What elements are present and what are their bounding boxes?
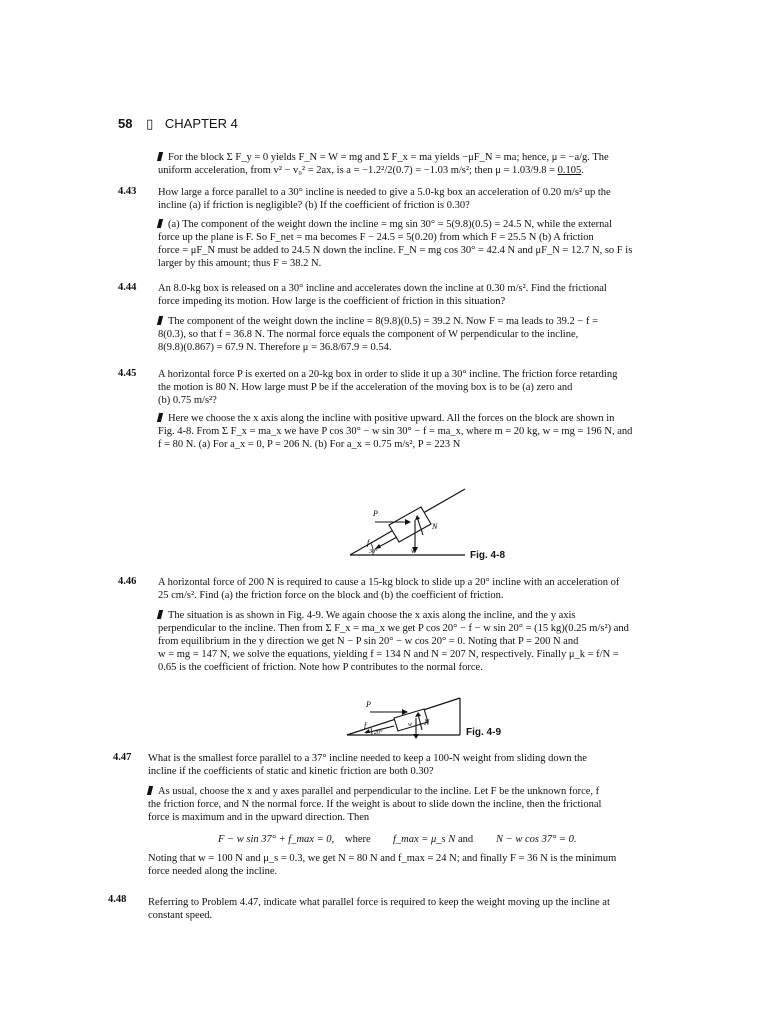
page-header bbox=[118, 116, 238, 132]
figure-4-8-diagram bbox=[345, 485, 470, 560]
angle-label: 20° bbox=[374, 730, 383, 736]
problem-solution: The component of the weight down the incline = 8(9.8)(0.5) = 39.2 N. Now F = ma leads to 39.2 − f = 8(0.3), so that f = 36.8 N. The normal force equals the component of W perpendicular to the incline, 8(9.8)(0.867) = 67.9 N. Therefore μ = 36.8/67.9 = 0.54. bbox=[158, 316, 598, 353]
problem-number: 4.43 bbox=[118, 186, 137, 197]
solution-marker-icon bbox=[147, 786, 153, 795]
solution-line: uniform acceleration, from v² − v₀² = 2ax, is a = −1.2²/2(0.7) = −1.03 m/s²; then μ = 1.03/9.8 = 0.105. bbox=[158, 165, 584, 176]
figure-caption: Fig. 4-9 bbox=[466, 727, 502, 738]
force-label-n: N bbox=[424, 718, 430, 727]
equation-part: f_max = μ_s N bbox=[393, 834, 456, 845]
problem-number: 4.45 bbox=[118, 368, 137, 379]
solution-marker-icon bbox=[157, 413, 163, 422]
force-label-n: N bbox=[432, 522, 438, 531]
problem-number: 4.44 bbox=[118, 282, 137, 293]
equation-part: N − w cos 37° = 0. bbox=[496, 834, 577, 845]
problem-question: Referring to Problem 4.47, indicate what parallel force is required to keep the weight moving up the incline at constant speed. bbox=[148, 897, 610, 921]
solution-marker-icon bbox=[157, 152, 163, 161]
problem-question: An 8.0-kg box is released on a 30° incline and accelerates down the incline at 0.30 m/s². Find the frictional force impeding its motion. How large is the coefficient of friction in this situation? bbox=[158, 283, 607, 307]
force-label-w: w bbox=[411, 547, 416, 555]
figure-caption: Fig. 4-8 bbox=[470, 550, 506, 561]
problem-question: A horizontal force of 200 N is required to cause a 15-kg block to slide up a 20° incline with an acceleration of 25 cm/s². Find (a) the friction force on the block and (b) the coefficient of friction. bbox=[158, 577, 620, 601]
angle-label: 30° bbox=[369, 549, 378, 555]
page-number: 58 bbox=[118, 116, 133, 131]
problem-question: A horizontal force P is exerted on a 20-kg box in order to slide it up a 30° incline. The friction force retarding the motion is 80 N. How large must P be if the acceleration of the moving box is to be (a) zero and (b) 0.75 m/s²? bbox=[158, 369, 618, 406]
problem-number: 4.46 bbox=[118, 576, 137, 587]
intro-solution bbox=[158, 151, 638, 177]
problem-solution: As usual, choose the x and y axes parallel and perpendicular to the incline. Let F be the unknown force, f the friction force, and N the normal force. If the weight is about to slide down the incline, then the frictional force is maximum and in the upward direction. Then bbox=[148, 786, 602, 823]
force-label-f: f bbox=[367, 538, 370, 547]
solution-marker-icon bbox=[157, 610, 163, 619]
problem-solution: (a) The component of the weight down the incline = mg sin 30° = 5(9.8)(0.5) = 24.5 N, while the external force up the plane is F. So F_net = ma becomes F − 24.5 = 5(0.20) from which F = 25.5 N (b) A friction force = μF_N must be added to 24.5 N down the incline. F_N = mg cos 30° = 42.4 N and μF_N = 12.7 N, so F is larger by this amount; thus F = 38.2 N. bbox=[158, 219, 633, 269]
problem-number: 4.47 bbox=[113, 752, 132, 763]
problem-solution: Here we choose the x axis along the incline with positive upward. All the forces on the block are shown in Fig. 4-8. From Σ F_x = ma_x we have P cos 30° − w sin 30° − f = ma_x, where m = 20 kg, w = mg = 196 N, and f = 80 N. (a) For a_x = 0, P = 206 N. (b) For a_x = 0.75 m/s², P = 223 N bbox=[158, 413, 633, 450]
solution-line: For the block Σ F_y = 0 yields F_N = W = mg and Σ F_x = ma yields −μF_N = ma; hence, μ = −a/g. The bbox=[158, 151, 638, 164]
problem-solution: The situation is as shown in Fig. 4-9. We again choose the x axis along the incline, and the y axis perpendicular to the incline. Then from Σ F_x = ma_x we get P cos 20° − f − w sin 20° = (15 kg)(0.25 m/s²) and from equilibrium in the y direction we get N − P sin 20° − w cos 20° = 0. Noting that P = 200 N and w = mg = 147 N, we solve the equations, yielding f = 134 N and N = 207 N, respectively. Finally μ_k = f/N = 0.65 is the coefficient of friction. Note how P contributes to the normal force. bbox=[158, 610, 629, 673]
problem-number: 4.48 bbox=[108, 894, 127, 905]
problem-question: How large a force parallel to a 30° incline is needed to give a 5.0-kg box an acceleration of 0.20 m/s² up the incline (a) if friction is negligible? (b) If the coefficient of friction is 0.30? bbox=[158, 187, 611, 211]
problem-question: What is the smallest force parallel to a 37° incline needed to keep a 100-N weight from sliding down the incline if the coefficients of static and kinetic friction are both 0.30? bbox=[148, 753, 587, 777]
answer-value: 0.105 bbox=[557, 165, 582, 176]
equation-connector: and bbox=[458, 834, 474, 845]
chapter-title: CHAPTER 4 bbox=[164, 116, 238, 131]
equation-part: F − w sin 37° + f_max = 0, bbox=[218, 834, 335, 845]
equation-connector: where bbox=[345, 834, 371, 845]
force-label-p: P bbox=[366, 700, 371, 709]
force-label-p: P bbox=[373, 509, 378, 518]
solution-marker-icon bbox=[157, 219, 163, 228]
force-label-f: f bbox=[364, 721, 367, 730]
header-box-icon: ▯ bbox=[146, 116, 154, 131]
figure-4-9-diagram bbox=[342, 690, 467, 740]
solution-marker-icon bbox=[157, 316, 163, 325]
force-label-w: w bbox=[408, 722, 413, 728]
problem-solution-continued: Noting that w = 100 N and μ_s = 0.3, we get N = 80 N and f_max = 24 N; and finally F = 36 N is the minimum force needed along the incline. bbox=[148, 853, 617, 877]
